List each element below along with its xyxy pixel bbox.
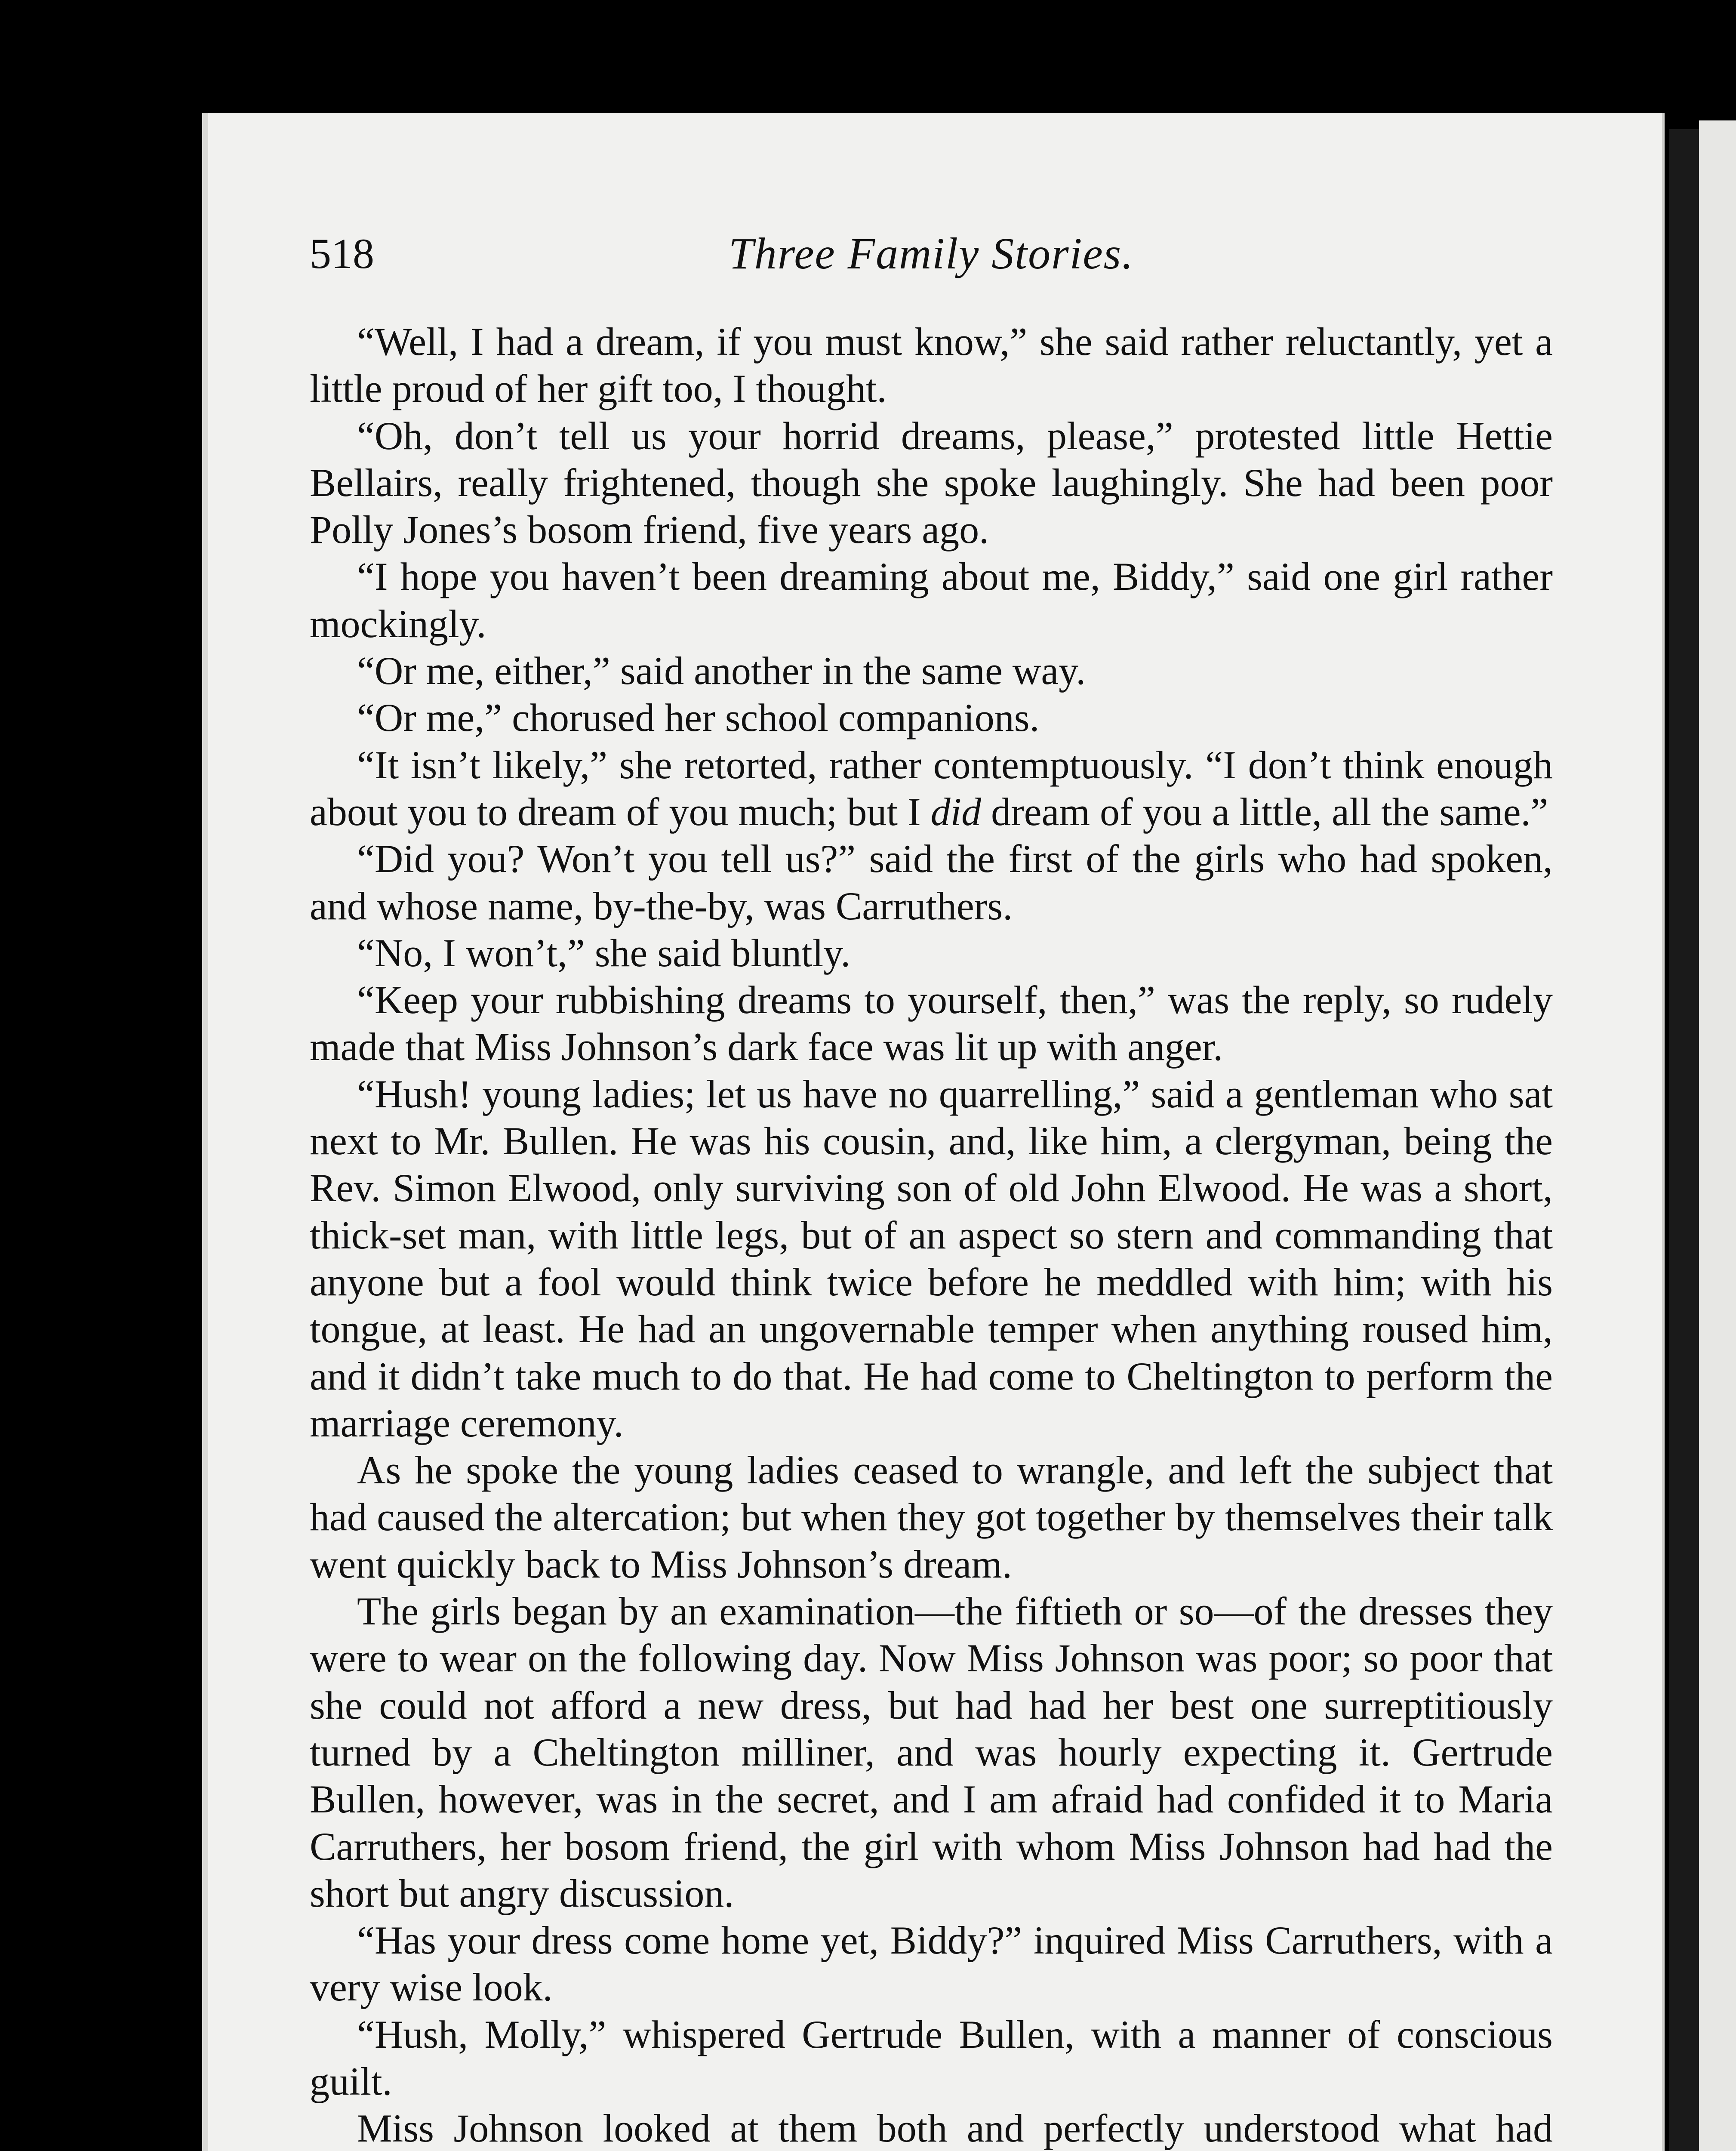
paragraph-text: dream of you a little, all the same.”: [981, 789, 1548, 834]
paragraph: “I hope you haven’t been dreaming about me, Biddy,” said one girl rather mockingly.: [310, 555, 1553, 646]
paragraph: “Well, I had a dream, if you must know,” she said rather reluctantly, yet a little proud of her gift too, I thought.: [310, 320, 1553, 411]
next-page-edge: [1699, 120, 1736, 2151]
emphasized-word: did: [930, 789, 982, 834]
paragraph: “Keep your rubbishing dreams to yourself, then,” was the reply, so rudely made that Miss Johnson’s dark face was lit up with anger.: [310, 978, 1553, 1069]
paragraph: Miss Johnson looked at them both and perfectly understood what had: [357, 2106, 1553, 2151]
paragraph: “Or me,” chorused her school companions.: [357, 696, 1040, 740]
page-body: [310, 318, 1553, 2151]
paragraph: [310, 742, 1553, 836]
page-gutter-shadow: [1669, 129, 1699, 2151]
paragraph: “Did you? Won’t you tell us?” said the first of the girls who had spoken, and whose name, by-the-by, was Carruthers.: [310, 837, 1553, 928]
paragraph: “Hush! young ladies; let us have no quarrelling,” said a gentleman who sat next to Mr. Bullen. He was his cousin, and, like him, a clergyman, being the Rev. Simon Elwood, only surviving son of old John Elwood. He was a short, thick-set man, with little legs, but of an aspect so stern and commanding that anyone but a fool would think twice before he meddled with him; with his tongue, at least. He had an ungovernable temper when anything roused him, and it didn’t take much to do that. He had come to Cheltington to perform the marriage ceremony.: [310, 1072, 1553, 1445]
paragraph: “Hush, Molly,” whispered Gertrude Bullen, with a manner of conscious guilt.: [310, 2012, 1553, 2103]
running-head: [310, 224, 1553, 284]
paragraph: “Has your dress come home yet, Biddy?” inquired Miss Carruthers, with a very wise look.: [310, 1918, 1553, 2009]
paragraph: As he spoke the young ladies ceased to wrangle, and left the subject that had caused the altercation; but when they got together by themselves their talk went quickly back to Miss Johnson’s dream.: [310, 1448, 1553, 1586]
paragraph: “No, I won’t,” she said bluntly.: [357, 931, 851, 975]
book-title: Three Family Stories.: [728, 229, 1134, 278]
paragraph: The girls began by an examination—the fiftieth or so—of the dresses they were to wear on the following day. Now Miss Johnson was poor; so poor that she could not afford a new dress, but had had her best one surreptitiously turned by a Cheltington milliner, and was hourly expecting it. Gertrude Bullen, however, was in the secret, and I am afraid had confided it to Maria Carruthers, her bosom friend, the girl with whom Miss Johnson had had the short but angry discussion.: [310, 1589, 1553, 1915]
paragraph: “Oh, don’t tell us your horrid dreams, please,” protested little Hettie Bellairs, really frightened, though she spoke laughingly. She had been poor Polly Jones’s bosom friend, five years ago.: [310, 413, 1553, 552]
paragraph-text: “It isn’t likely,” she retorted, rather contemptuously. “I don’t think enough about you to dream of you much; but I: [310, 743, 1553, 834]
paragraph: “Or me, either,” said another in the same way.: [357, 649, 1086, 693]
page-number: 518: [310, 230, 374, 277]
